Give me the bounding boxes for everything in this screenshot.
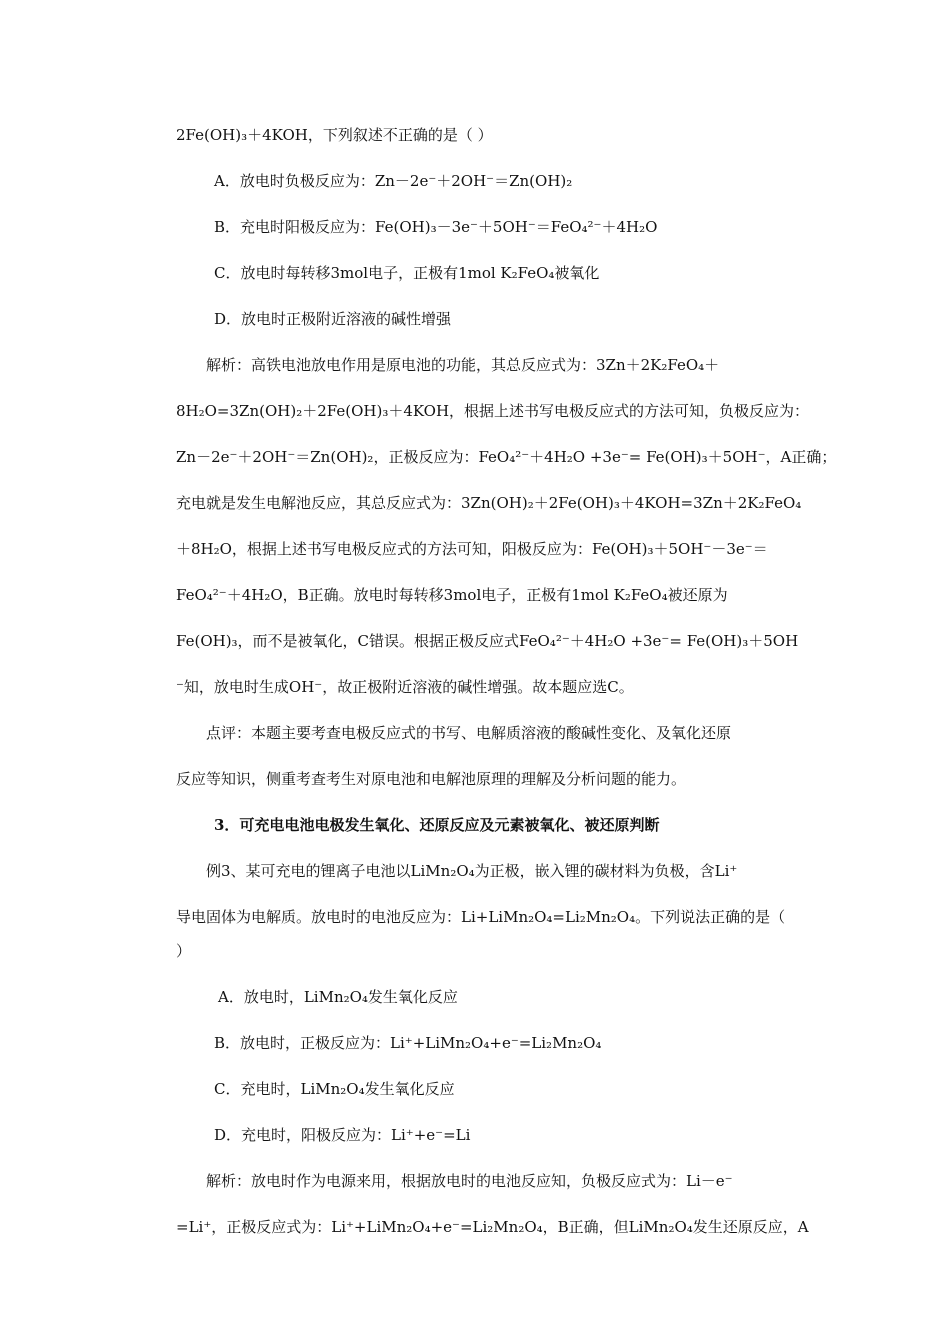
comment-paragraph-line: 反应等知识，侧重考查考生对原电池和电解池原理的理解及分析问题的能力。 bbox=[176, 770, 687, 788]
analysis-paragraph-line: Zn－2e⁻＋2OH⁻＝Zn(OH)₂，正极反应为：FeO₄²⁻＋4H₂O +3e⁻= Fe(OH)₃＋5OH⁻，A正确； bbox=[176, 448, 837, 466]
option-b: B．放电时，正极反应为：Li⁺+LiMn₂O₄+e⁻=Li₂Mn₂O₄ bbox=[214, 1034, 602, 1052]
section-heading: 3．可充电电池电极发生氧化、还原反应及元素被氧化、被还原判断 bbox=[214, 816, 660, 834]
analysis-paragraph-line: ＋8H₂O，根据上述书写电极反应式的方法可知，阳极反应为：Fe(OH)₃＋5OH⁻－3e⁻＝ bbox=[176, 540, 768, 558]
analysis-paragraph-line: =Li⁺，正极反应式为：Li⁺+LiMn₂O₄+e⁻=Li₂Mn₂O₄，B正确，但LiMn₂O₄发生还原反应，A bbox=[176, 1218, 809, 1236]
question-stem-end: 2Fe(OH)₃＋4KOH，下列叙述不正确的是（ ） bbox=[176, 126, 493, 144]
analysis-paragraph-line: Fe(OH)₃，而不是被氧化，C错误。根据正极反应式FeO₄²⁻＋4H₂O +3e⁻= Fe(OH)₃＋5OH bbox=[176, 632, 799, 650]
comment-paragraph-line: 点评：本题主要考查电极反应式的书写、电解质溶液的酸碱性变化、及氧化还原 bbox=[206, 724, 732, 742]
option-d: D．放电时正极附近溶液的碱性增强 bbox=[214, 310, 452, 328]
option-b: B．充电时阳极反应为：Fe(OH)₃－3e⁻＋5OH⁻＝FeO₄²⁻＋4H₂O bbox=[214, 218, 658, 236]
option-d: D．充电时，阳极反应为：Li⁺+e⁻=Li bbox=[214, 1126, 471, 1144]
example-paragraph-line: ） bbox=[176, 942, 192, 960]
analysis-paragraph-line: FeO₄²⁻＋4H₂O，B正确。放电时每转移3mol电子，正极有1mol K₂FeO₄被还原为 bbox=[176, 586, 728, 604]
analysis-paragraph-line: 充电就是发生电解池反应，其总反应式为：3Zn(OH)₂＋2Fe(OH)₃＋4KOH=3Zn＋2K₂FeO₄ bbox=[176, 494, 802, 512]
example-paragraph-line: 导电固体为电解质。放电时的电池反应为：Li+LiMn₂O₄=Li₂Mn₂O₄。下列说法正确的是（ bbox=[176, 908, 786, 926]
option-a: A．放电时，LiMn₂O₄发生氧化反应 bbox=[218, 988, 458, 1006]
example-paragraph-line: 例3、某可充电的锂离子电池以LiMn₂O₄为正极，嵌入锂的碳材料为负极，含Li⁺ bbox=[206, 862, 738, 880]
option-a: A．放电时负极反应为：Zn－2e⁻＋2OH⁻＝Zn(OH)₂ bbox=[214, 172, 573, 190]
analysis-paragraph-line: ⁻知，放电时生成OH⁻，故正极附近溶液的碱性增强。故本题应选C。 bbox=[176, 678, 634, 696]
analysis-paragraph-line: 解析：放电时作为电源来用，根据放电时的电池反应知，负极反应式为：Li－e⁻ bbox=[206, 1172, 733, 1190]
option-c: C．放电时每转移3mol电子，正极有1mol K₂FeO₄被氧化 bbox=[214, 264, 600, 282]
analysis-paragraph-line: 8H₂O=3Zn(OH)₂＋2Fe(OH)₃＋4KOH，根据上述书写电极反应式的方法可知，负极反应为： bbox=[176, 402, 810, 420]
analysis-paragraph-line: 解析：高铁电池放电作用是原电池的功能，其总反应式为：3Zn＋2K₂FeO₄＋ bbox=[206, 356, 720, 374]
option-c: C．充电时，LiMn₂O₄发生氧化反应 bbox=[214, 1080, 455, 1098]
